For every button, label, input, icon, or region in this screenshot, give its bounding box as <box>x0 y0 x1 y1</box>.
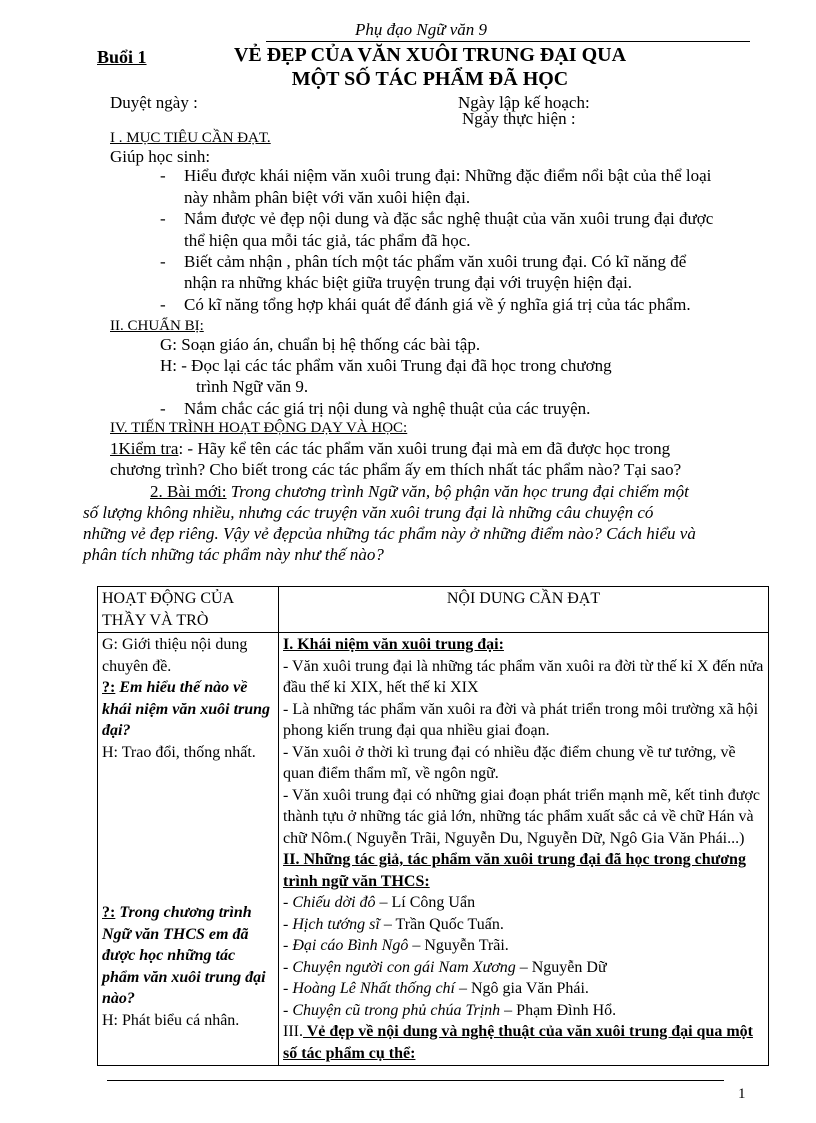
header-content: NỘI DUNG CẦN ĐẠT <box>279 587 769 633</box>
objective-item-cont: này nhằm phân biệt với văn xuôi hiện đại. <box>184 188 471 207</box>
bullet-dash: - <box>160 252 166 271</box>
check-label: 1Kiểm tra <box>110 439 179 458</box>
objective-item: Biết cảm nhận , phân tích một tác phẩm văn xuôi trung đại. Có kĩ năng để <box>184 252 687 271</box>
work-author: – Ngô gia Văn Phái. <box>455 980 589 997</box>
work-author: – Lí Công Uẩn <box>375 894 476 911</box>
section-title: Vẻ đẹp về nội dung và nghệ thuật của văn xuôi trung đại qua một số tác phẩm cụ thể: <box>283 1023 754 1062</box>
check-question <box>110 438 670 460</box>
new-lesson-cont: những vẻ đẹp riêng. Vậy vẻ đẹpcủa những tác phẩm này ở những điểm nào? Cách hiểu và <box>83 524 696 543</box>
student-activity: H: Trao đổi, thống nhất. <box>102 743 256 761</box>
prep-student: H: - Đọc lại các tác phẩm văn xuôi Trung đại đã học trong chương <box>160 356 612 375</box>
work-title: Chuyện cũ trong phủ chúa Trịnh <box>292 1001 501 1019</box>
work-author: – Nguyễn Trãi. <box>408 937 509 954</box>
work-item: - Chuyện người con gái Nam Xương – Nguyễn Dữ <box>283 958 607 976</box>
prep-student-item: Nắm chắc các giá trị nội dung và nghệ thuật của các truyện. <box>184 399 591 418</box>
objective-item-cont: thể hiện qua mỗi tác giả, tác phẩm đã học. <box>184 231 471 250</box>
table-row <box>98 633 769 1066</box>
objective-item: Nắm được vẻ đẹp nội dung và đặc sắc nghệ thuật của văn xuôi trung đại được <box>184 209 714 228</box>
section-beauty-heading <box>283 1021 764 1064</box>
bullet-dash: - <box>160 166 166 185</box>
bullet-dash: - <box>160 295 166 314</box>
work-title: Đại cáo Bình Ngô <box>292 937 409 954</box>
question-2 <box>102 902 274 1010</box>
objectives-intro: Giúp học sinh: <box>110 147 211 166</box>
work-title: Hoàng Lê Nhất thống chí <box>292 980 455 997</box>
spacer <box>102 763 274 827</box>
content-paragraph: - Văn xuôi trung đại có những giai đoạn phát triển mạnh mẽ, kết tinh được thành tựu ở những tác giả lớn, những tác phẩm xuất sắc cả về chữ Hán và chữ Nôm.( Nguyễn Trãi, Nguyễn Du, Nguyễn Dữ, Ngô Gia Văn Phái...) <box>283 786 760 847</box>
approval-date: Duyệt ngày : <box>110 93 198 112</box>
question-text: Em hiểu thế nào về khái niệm văn xuôi trung đại? <box>102 679 271 739</box>
check-text: : - Hãy kể tên các tác phẩm văn xuôi trung đại mà em đã được học trong <box>178 439 671 458</box>
plan-date: Ngày lập kế hoạch: <box>458 93 590 112</box>
work-item: - Hoàng Lê Nhất thống chí – Ngô gia Văn Phái. <box>283 980 589 997</box>
content-cell <box>279 633 769 1066</box>
check-question-cont: chương trình? Cho biết trong các tác phẩm ấy em thích nhất tác phẩm nào? Tại sao? <box>110 460 682 479</box>
exec-date: Ngày thực hiện : <box>462 109 576 128</box>
prep-teacher: G: Soạn giáo án, chuẩn bị hệ thống các bài tập. <box>160 335 481 354</box>
new-lesson-intro <box>150 481 689 503</box>
section-concept-heading: I. Khái niệm văn xuôi trung đại: <box>283 636 504 653</box>
objective-item: Hiểu được khái niệm văn xuôi trung đại: Những đặc điểm nổi bật của thể loại <box>184 166 712 185</box>
work-author: – Phạm Đình Hổ. <box>500 1001 617 1019</box>
activity-cell <box>98 633 279 1066</box>
objectives-heading: I . MỤC TIÊU CẦN ĐẠT. <box>110 130 271 146</box>
running-title: Phụ đạo Ngữ văn 9 <box>355 20 488 39</box>
process-heading: IV. TIẾN TRÌNH HOẠT ĐỘNG DẠY VÀ HỌC: <box>110 420 408 436</box>
objective-item-cont: nhận ra những khác biệt giữa truyện trung đại với truyện hiện đại. <box>184 273 633 292</box>
question-marker: ?: <box>102 904 116 921</box>
work-item: - Chuyện cũ trong phủ chúa Trịnh – Phạm Đình Hổ. <box>283 1001 617 1019</box>
content-paragraph: - Văn xuôi trung đại là những tác phẩm văn xuôi ra đời từ thế kỉ X đến nửa đầu thế kỉ XIX, hết thế kỉ XIX <box>283 657 764 696</box>
new-lesson-cont: số lượng không nhiều, nhưng các truyện văn xuôi trung đại là những câu chuyện có <box>83 503 654 522</box>
footer-rule <box>107 1080 724 1081</box>
new-lesson-text: Trong chương trình Ngữ văn, bộ phận văn học trung đại chiếm một <box>226 482 689 501</box>
session-label: Buổi 1 <box>97 47 147 67</box>
spacer <box>102 827 274 902</box>
section-works-heading: II. Những tác giả, tác phẩm văn xuôi trung đại đã học trong chương trình ngữ văn THCS: <box>283 851 746 890</box>
prep-student-cont: trình Ngữ văn 9. <box>196 377 309 396</box>
work-title: Chuyện người con gái Nam Xương <box>292 958 516 976</box>
table-header-row <box>98 587 769 633</box>
lesson-title-line2: MỘT SỐ TÁC PHẨM ĐÃ HỌC <box>291 68 569 90</box>
work-author: – Nguyễn Dữ <box>515 958 607 976</box>
header-rule <box>266 41 750 42</box>
new-lesson-label: 2. Bài mới: <box>150 482 227 501</box>
lesson-plan-table <box>97 586 769 1066</box>
bullet-dash: - <box>160 209 166 228</box>
content-paragraph: - Là những tác phẩm văn xuôi ra đời và phát triển trong môi trường xã hội phong kiến trung đại qua nhiều giai đoạn. <box>283 700 759 739</box>
page-number: 1 <box>738 1086 746 1102</box>
teacher-activity: G: Giới thiệu nội dung chuyên đề. <box>102 636 248 675</box>
work-item: - Đại cáo Bình Ngô – Nguyễn Trãi. <box>283 937 509 954</box>
question-1 <box>102 677 274 742</box>
question-text: Trong chương trình Ngữ văn THCS em đã được học những tác phẩm văn xuôi trung đại nào? <box>102 904 266 1007</box>
work-title: Chiếu dời đô <box>292 894 376 911</box>
work-author: – Trần Quốc Tuấn. <box>379 915 504 933</box>
lesson-title-line1: VẺ ĐẸP CỦA VĂN XUÔI TRUNG ĐẠI QUA <box>233 44 627 66</box>
question-marker: ?: <box>102 679 116 696</box>
student-activity: H: Phát biểu cá nhân. <box>102 1011 240 1029</box>
content-paragraph: - Văn xuôi ở thời kì trung đại có nhiều đặc điểm chung về tư tưởng, về quan điểm thẩm mĩ, về ngôn ngữ. <box>283 743 736 782</box>
bullet-dash: - <box>160 399 166 418</box>
section-number: III. <box>283 1023 303 1040</box>
new-lesson-cont: phân tích những tác phẩm này như thế nào? <box>83 545 384 564</box>
prep-heading: II. CHUẨN BỊ: <box>110 318 204 334</box>
header-activity: HOẠT ĐỘNG CỦA THẦY VÀ TRÒ <box>98 587 279 633</box>
objective-item: Có kĩ năng tổng hợp khái quát để đánh giá về ý nghĩa giá trị của tác phẩm. <box>184 295 691 314</box>
work-item: - Hịch tướng sĩ – Trần Quốc Tuấn. <box>283 915 504 933</box>
work-title: Hịch tướng sĩ <box>292 915 380 933</box>
work-item: - Chiếu dời đô – Lí Công Uẩn <box>283 894 476 911</box>
